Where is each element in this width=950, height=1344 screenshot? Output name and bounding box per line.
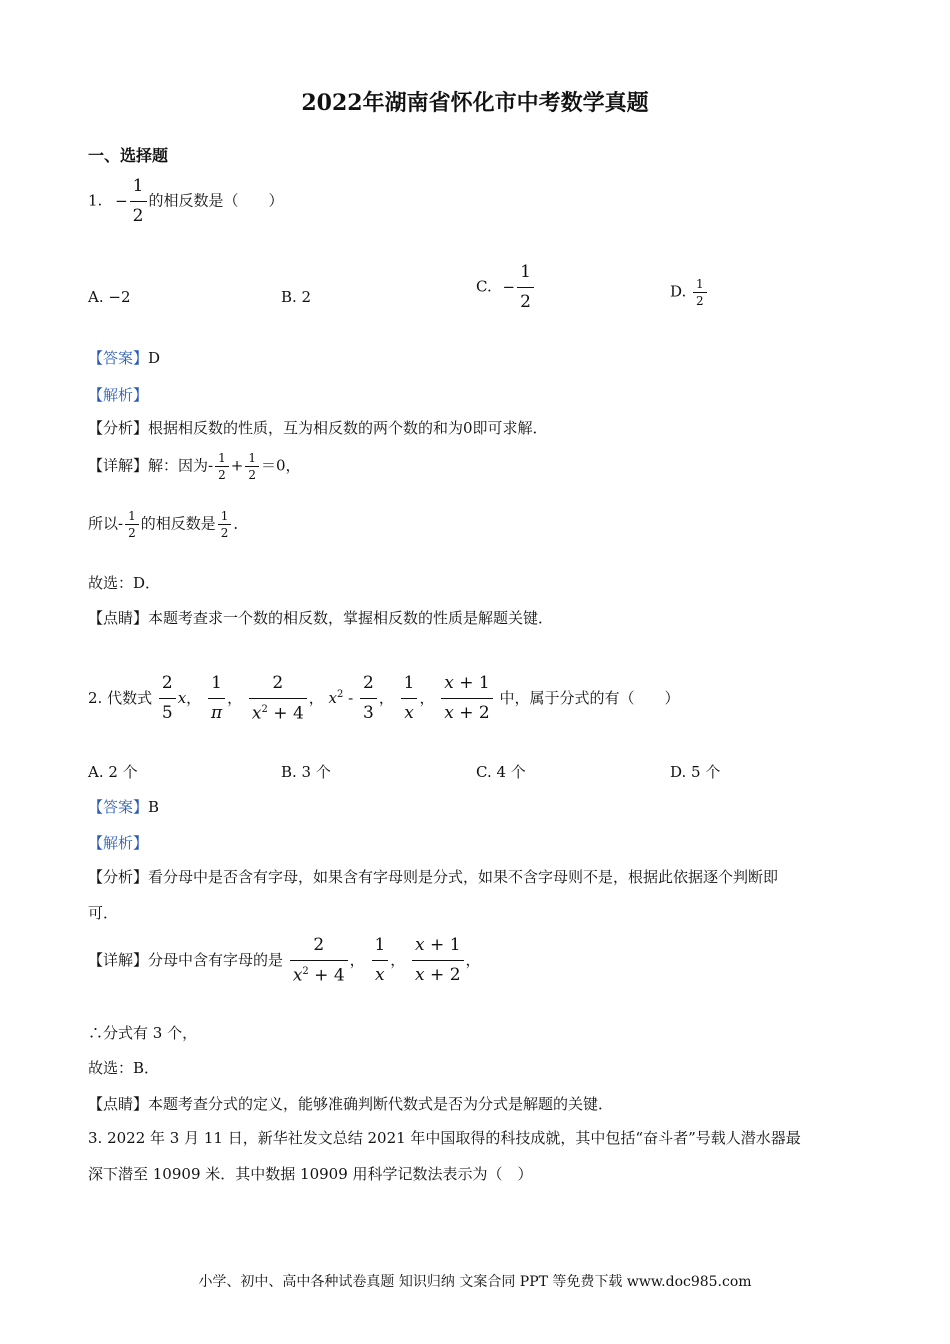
q1-number: 1. xyxy=(88,191,103,210)
q1-stem-text: 的相反数是（ ） xyxy=(148,191,284,210)
q2-option-b: B. 3 个 xyxy=(281,763,331,781)
q1-stem: 1. − $\frac{1}{2}$ 的相反数是（ ） xyxy=(88,176,284,226)
q1-answer: 【答案】D xyxy=(88,349,161,367)
q2-fenxi: 【分析】看分母中是否含有字母，如果含有字母则是分式，如果不含字母则不是，根据此依据逐个判断即 xyxy=(88,868,779,886)
q1-guxuan: 故选：D． xyxy=(88,574,161,592)
q2-option-d: D. 5 个 xyxy=(670,763,721,781)
q2-conclusion: ∴分式有 3 个， xyxy=(88,1024,198,1042)
q2-dianjing: 【点睛】本题考查分式的定义，能够准确判断代数式是否为分式是解题的关键． xyxy=(88,1095,614,1113)
q1-option-b: B. 2 xyxy=(281,288,312,306)
q1-dianjing: 【点睛】本题考查求一个数的相反数，掌握相反数的性质是解题关键． xyxy=(88,609,554,627)
q3-stem-line2: 深下潜至 10909 米．其中数据 10909 用科学记数法表示为（ ） xyxy=(88,1165,533,1183)
q2-stem: 2. 代数式 $\frac{2}{5}$ x， $\frac{1}{\pi}$ ， $\frac{2}{x^2 + 4}$ ， $x^2$ - $\frac{2}{3}$ ， $\frac{1}{x}$ ， $\frac{x + 1}{x + 2}$ 中，属于分式的有（ ） xyxy=(88,673,680,724)
page-footer: 小学、初中、高中各种试卷真题 知识归纳 文案合同 PPT 等免费下载 www.doc985.com xyxy=(198,1274,752,1290)
q1-xiangjie: 【详解】解：因为- $\frac{1}{2}$ + $\frac{1}{2}$ ＝0， xyxy=(88,451,301,482)
q2-answer: 【答案】B xyxy=(88,798,160,816)
q2-guxuan: 故选：B． xyxy=(88,1059,160,1077)
q1-suoyi: 所以- $\frac{1}{2}$ 的相反数是 $\frac{1}{2}$ ． xyxy=(88,509,249,540)
page-title: 2022年湖南省怀化市中考数学真题 xyxy=(301,90,649,116)
q2-fenxi-cont: 可． xyxy=(88,904,119,922)
q2-xiangjie: 【详解】分母中含有字母的是 $\frac{2}{x^2 + 4}$ ， $\frac{1}{x}$ ， $\frac{x + 1}{x + 2}$ ， xyxy=(88,935,481,986)
q2-jiexi: 【解析】 xyxy=(88,834,149,852)
q2-option-c: C. 4 个 xyxy=(476,763,526,781)
q1-option-a: A. −2 xyxy=(88,288,131,306)
q1-option-d: D. $\frac{1}{2}$ xyxy=(670,278,709,307)
q3-stem-line1: 3. 2022 年 3 月 11 日，新华社发文总结 2021 年中国取得的科技成就，其中包括“奋斗者”号载人潜水器最 xyxy=(88,1129,801,1147)
q1-jiexi: 【解析】 xyxy=(88,386,149,404)
q2-option-a: A. 2 个 xyxy=(88,763,138,781)
q1-option-c: C. − $\frac{1}{2}$ xyxy=(476,264,536,311)
section-heading: 一、选择题 xyxy=(88,146,169,165)
q1-fraction: $\frac{1}{2}$ xyxy=(130,178,147,225)
q1-fenxi: 【分析】根据相反数的性质，互为相反数的两个数的和为0即可求解． xyxy=(88,419,548,437)
